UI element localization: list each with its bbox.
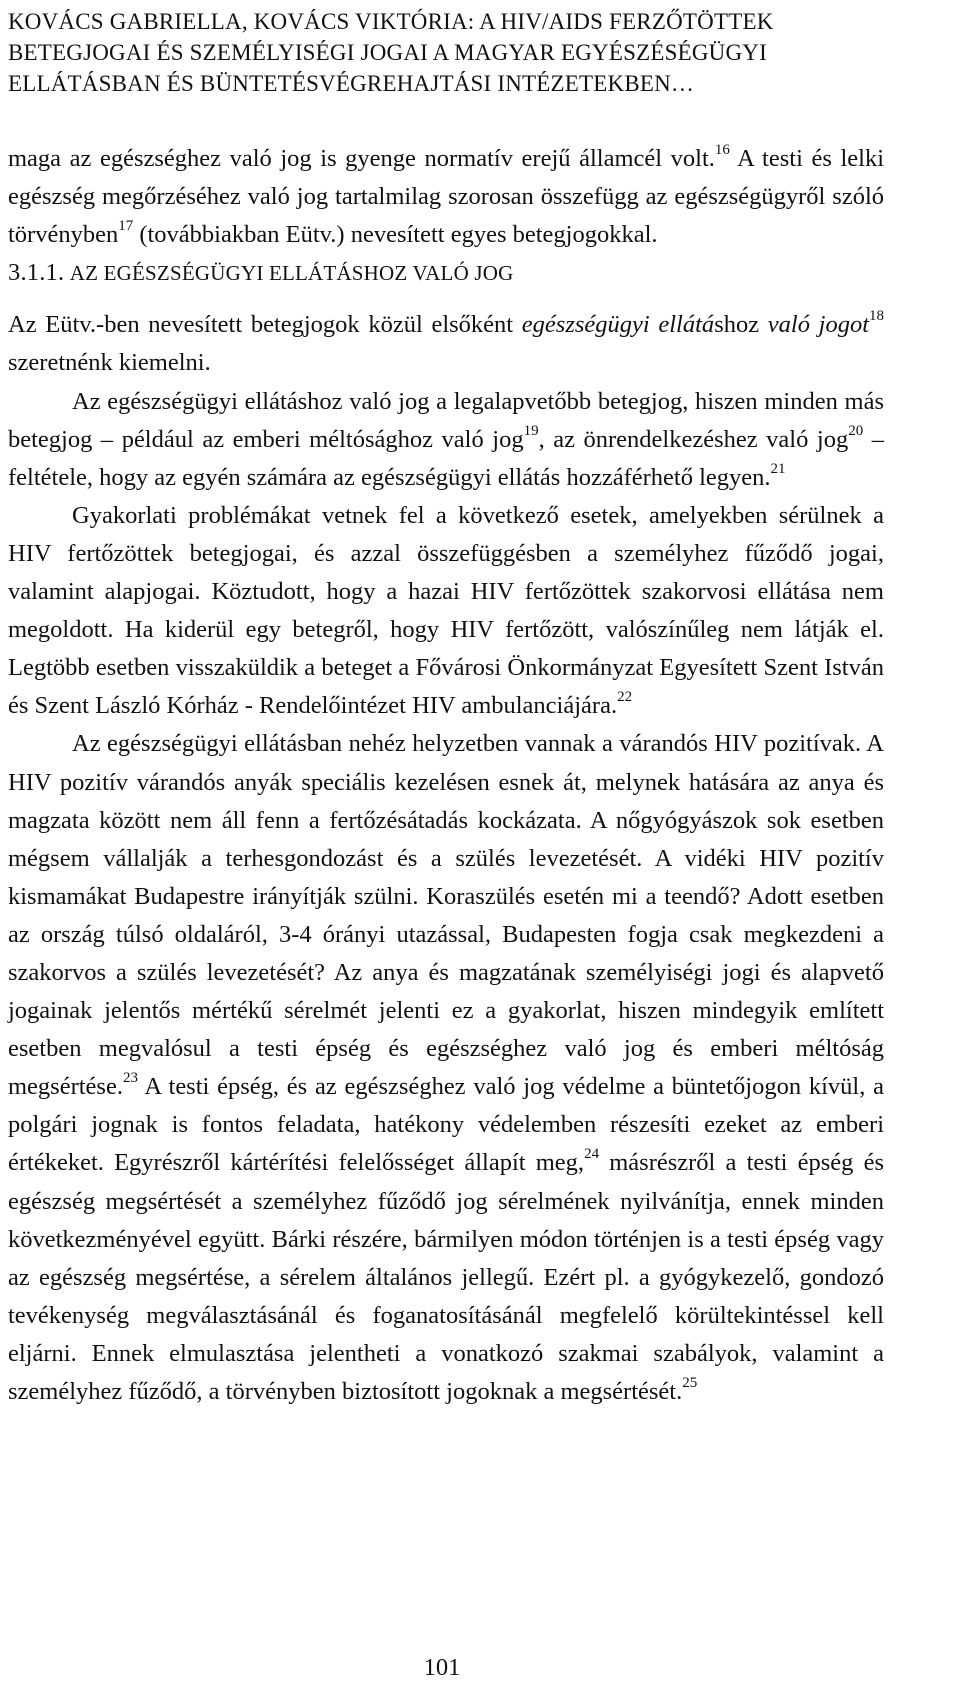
header-line-2: BETEGJOGAI ÉS SZEMÉLYISÉGI JOGAI A MAGYAR EGYÉSZÉSÉGÜGYI [8,40,767,65]
header-line-3: ELLÁTÁSBAN ÉS BÜNTETÉSVÉGREHAJTÁSI INTÉZETEKBEN… [8,71,695,96]
paragraph-1-text-a: maga az egészséghez való jog is gyenge normatív erejű államcél volt. [8,145,715,172]
footnote-ref-17[interactable]: 17 [118,218,134,235]
footnote-ref-20[interactable]: 20 [848,422,864,439]
paragraph-3 [8,383,884,497]
paragraph-1-text-c: (továbbiakban Eütv.) nevesített egyes betegjogokkal. [133,221,658,249]
paragraph-1-text-b: A testi és lelki egészség megőrzéséhez való jog tartalmilag szorosan összefügg az egészségügyről szóló törvényben [8,145,885,249]
running-header [8,6,938,99]
footnote-ref-21[interactable]: 21 [770,460,786,477]
footnote-ref-22[interactable]: 22 [617,689,633,706]
paragraph-4-text-a: Gyakorlati problémákat vetnek fel a következő esetek, amelyekben sérülnek a HIV fertőzöttek betegjogai, és azzal összefüggésben a személyhez fűződő jogai, valamint alapjogai. Köztudott, hogy a hazai HIV fertőzöttek szakorvosi ellátása nem megoldott. Ha kiderül egy betegről, hogy HIV fertőzött, valószínűleg nem látják el. Legtöbb esetben visszaküldik a beteget a Fővárosi Önkormányzat Egyesített Szent István és Szent László Kórház - Rendelőintézet HIV ambulanciájára. [8,501,884,720]
paragraph-5 [8,725,884,1411]
footnote-ref-25[interactable]: 25 [682,1375,698,1391]
paragraph-1 [8,140,884,254]
paragraph-3-text-a: Az egészségügyi ellátáshoz való jog a legalapvetőbb betegjog, hiszen minden más betegjog – például az emberi méltósághoz való jog [8,387,884,453]
footnote-ref-23[interactable]: 23 [122,1070,138,1087]
footnote-ref-16[interactable]: 16 [714,142,730,158]
footnote-ref-19[interactable]: 19 [523,422,539,439]
page-footer [0,1654,884,1682]
paragraph-3-text-b: , az önrendelkezéshez való jog [538,425,849,453]
section-number: 3.1.1. [8,259,65,287]
header-line-1: KOVÁCS GABRIELLA, KOVÁCS VIKTÓRIA: A HIV/AIDS FERZŐTÖTTEK [8,9,774,34]
paragraph-2 [8,306,884,382]
body-text [8,140,884,1411]
paragraph-3-text-c: – feltétele, hogy az egyén számára az egészségügyi ellátás hozzáférhető legyen. [8,425,885,491]
paragraph-4 [8,497,884,726]
paragraph-2-text-c: szeretnénk kiemelni. [8,349,211,377]
paragraph-2-emphasis-1: egészségügyi ellátá [521,311,715,339]
paragraph-5-text-a: Az egészségügyi ellátásban nehéz helyzetben vannak a várandós HIV pozitívak. A HIV pozitív várandós anyák speciális kezelésen esnek át, melynek hatására az anya és magzata között nem áll fenn a fertőzésátadás kockázata. A nőgyógyászok sok esetben mégsem vállalják a terhesgondozást és a szülés levezetését. A vidéki HIV pozitív kismamákat Budapestre irányítják szülni. Koraszülés esetén mi a teendő? Adott esetben az ország túlsó oldaláról, 3-4 órányi utazással, Budapesten fogja csak megkezdeni a szakorvos a szülés levezetését? Az anya és magzatának személyiségi jogi és alapvető jogainak jelentős mértékű sérelmét jelenti ez a gyakorlat, hiszen mindegyik említett esetben megvalósul a testi épség és egészséghez való jog és emberi méltóság megsértése. [8,730,884,1101]
paragraph-2-text-a: Az Eütv.-ben nevesített betegjogok közül elsőként [8,311,522,339]
paragraph-5-text-c: másrészről a testi épség és egészség megsértését a személyhez fűződő jog sérelmének nyilvánítja, ennek minden következményével együtt. Bárki részére, bármilyen módon történjen is a testi épség vagy az egészség megsértése, a sérelem általános jellegű. Ezért pl. a gyógykezelő, gondozó tevékenység megválasztásánál és foganatosításánál megfelelő körültekintéssel kell eljárni. Ennek elmulasztása jelentheti a vonatkozó szakmai szabályok, valamint a személyhez fűződő, a törvényben biztosított jogoknak a megsértését. [8,1149,884,1405]
paragraph-2-text-b: shoz [714,311,768,339]
footnote-ref-24[interactable]: 24 [584,1146,600,1163]
paragraph-5-text-b: A testi épség, és az egészséghez való jog védelme a büntetőjogon kívül, a polgári jognak is fontos feladata, hatékony védelemben részesíti ezeket az emberi értékeket. Egyrészről kártérítési felelősséget állapít meg, [8,1073,884,1177]
section-title: AZ EGÉSZSÉGÜGYI ELLÁTÁSHOZ VALÓ JOG [69,261,514,286]
section-heading [8,254,884,292]
page-number: 101 [423,1654,461,1681]
paragraph-2-emphasis-2: való jogot [767,311,870,339]
footnote-ref-18[interactable]: 18 [869,308,885,325]
